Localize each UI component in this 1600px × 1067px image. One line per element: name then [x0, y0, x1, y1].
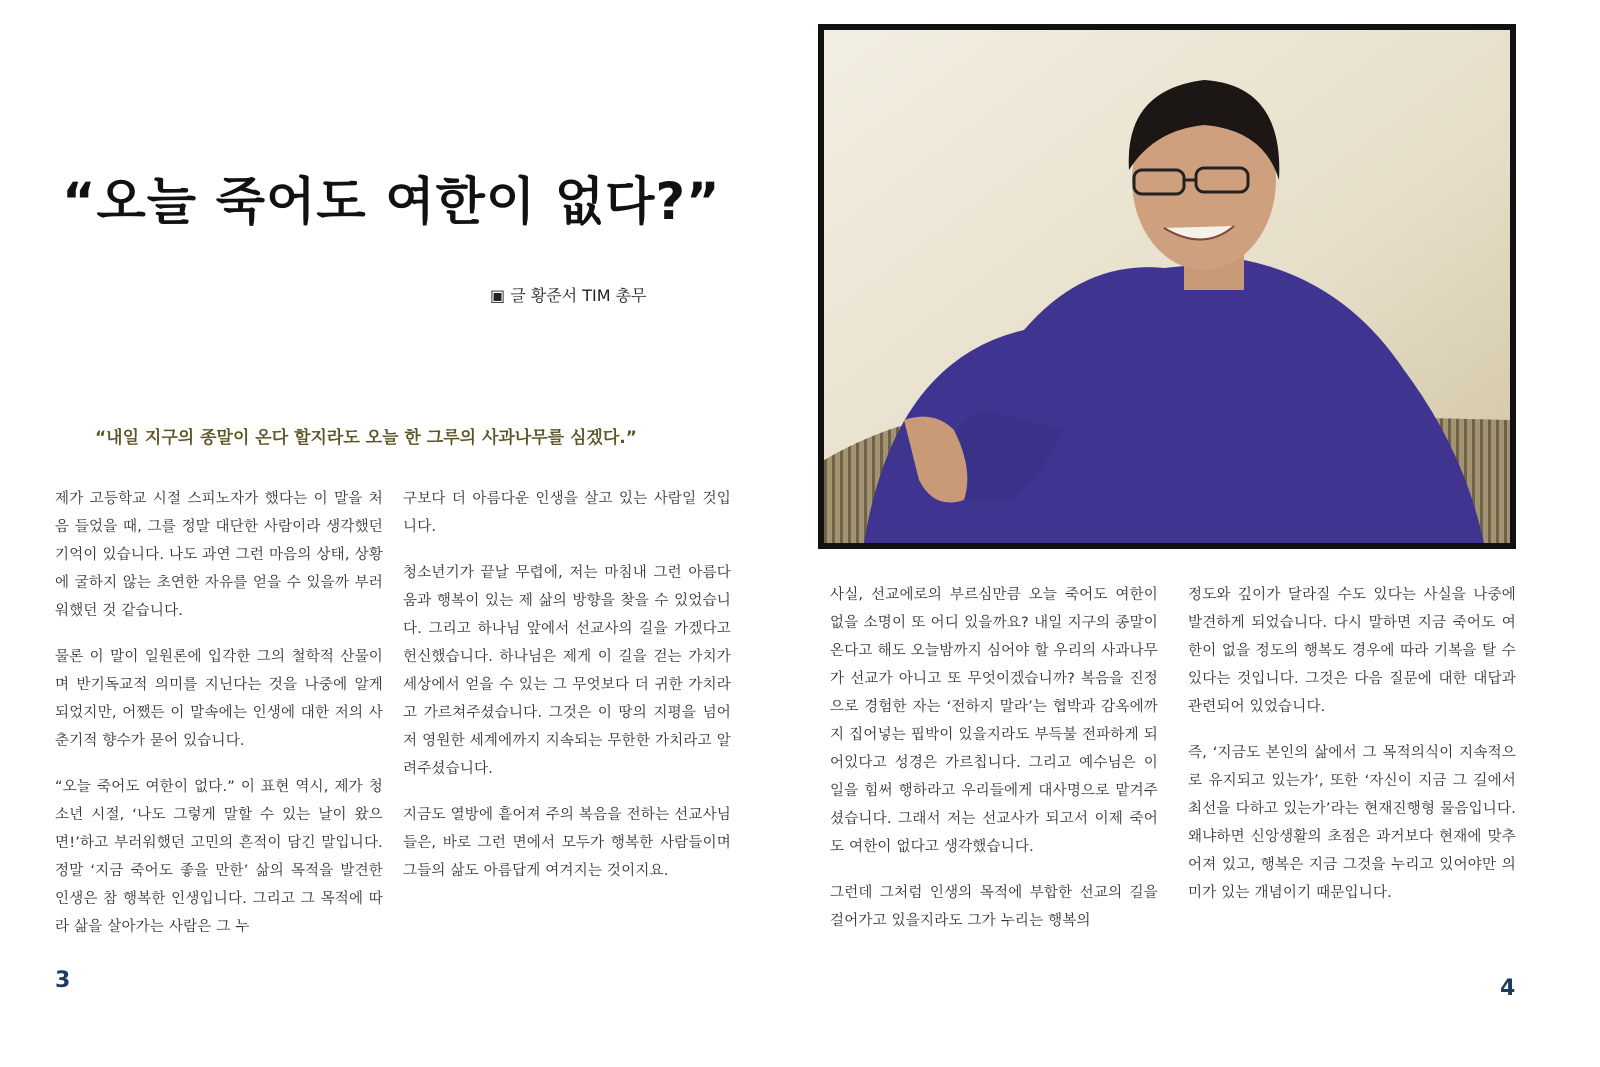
page-number-left: 3 [55, 968, 71, 993]
right-column-2 [1188, 581, 1516, 907]
left-column-1 [55, 485, 383, 941]
paragraph: 지금도 열방에 흩어져 주의 복음을 전하는 선교사님들은, 바로 그런 면에서 모두가 행복한 사람들이며 그들의 삶도 아름답게 여겨지는 것이지요. [403, 807, 731, 879]
paragraph: “오늘 죽어도 여한이 없다.” 이 표현 역시, 제가 청소년 시절, ‘나도 그렇게 말할 수 있는 날이 왔으면!’하고 부러워했던 고민의 흔적이 담긴 말입니다. 정말 ‘지금 죽어도 좋을 만한’ 삶의 목적을 발견한 인생은 참 행복한 인생입니다. 그리고 그 목적에 따라 삶을 살아가는 사람은 그 누 [55, 779, 383, 935]
paragraph: 구보다 더 아름다운 인생을 살고 있는 사람일 것입니다. [403, 491, 731, 535]
byline: ▣ 글 황준서 TIM 총무 [490, 286, 647, 305]
pull-quote: “내일 지구의 종말이 온다 할지라도 오늘 한 그루의 사과나무를 심겠다.” [95, 428, 637, 448]
paragraph: 즉, ‘지금도 본인의 삶에서 그 목적의식이 지속적으로 유지되고 있는가’, 또한 ‘자신이 지금 그 길에서 최선을 다하고 있는가’라는 현재진행형 물음입니다. 왜냐하면 신앙생활의 초점은 과거보다 현재에 맞추어져 있고, 행복은 지금 그것을 누리고 있어야만 의미가 있는 개념이기 때문입니다. [1188, 745, 1516, 901]
portrait-photo [818, 24, 1516, 549]
portrait-image [824, 30, 1510, 543]
article-title: “오늘 죽어도 여한이 없다?” [62, 173, 721, 232]
paragraph: 정도와 깊이가 달라질 수도 있다는 사실을 나중에 발견하게 되었습니다. 다시 말하면 지금 죽어도 여한이 없을 정도의 행복도 경우에 따라 기복을 탈 수 있다는 것입니다. 그것은 다음 질문에 대한 대답과 관련되어 있었습니다. [1188, 587, 1516, 715]
paragraph: 제가 고등학교 시절 스피노자가 했다는 이 말을 처음 들었을 때, 그를 정말 대단한 사람이라 생각했던 기억이 있습니다. 나도 과연 그런 마음의 상태, 상황에 굴하지 않는 초연한 자유를 얻을 수 있을까 부러워했던 것 같습니다. [55, 491, 383, 619]
paragraph: 청소년기가 끝날 무렵에, 저는 마침내 그런 아름다움과 행복이 있는 제 삶의 방향을 찾을 수 있었습니다. 그리고 하나님 앞에서 선교사의 길을 가겠다고 헌신했습니다. 하나님은 제게 이 길을 걷는 가치가 세상에서 얻을 수 있는 그 무엇보다 더 귀한 가치라고 가르쳐주셨습니다. 그것은 이 땅의 지평을 넘어 저 영원한 세계에까지 지속되는 무한한 가치라고 알려주셨습니다. [403, 565, 731, 777]
paragraph: 물론 이 말이 일원론에 입각한 그의 철학적 산물이며 반기독교적 의미를 지닌다는 것을 나중에 알게 되었지만, 어쨌든 이 말속에는 인생에 대한 저의 사춘기적 향수가 묻어 있습니다. [55, 649, 383, 749]
left-column-2 [403, 485, 731, 885]
page-number-right: 4 [1500, 976, 1516, 1001]
paragraph: 사실, 선교에로의 부르심만큼 오늘 죽어도 여한이 없을 소명이 또 어디 있을까요? 내일 지구의 종말이 온다고 해도 오늘밤까지 심어야 할 우리의 사과나무가 선교가 아니고 또 무엇이겠습니까? 복음을 진정으로 경험한 자는 ‘전하지 말라’는 협박과 감옥에까지 집어넣는 핍박이 있을지라도 부득불 전파하게 되어있다고 성경은 가르칩니다. 그리고 예수님은 이 일을 힘써 행하라고 우리들에게 대사명으로 맡겨주셨습니다. 그래서 저는 선교사가 되고서 이제 죽어도 여한이 없다고 생각했습니다. [830, 587, 1158, 855]
right-column-1 [830, 581, 1158, 935]
paragraph: 그런데 그처럼 인생의 목적에 부합한 선교의 길을 걸어가고 있을지라도 그가 누리는 행복의 [830, 885, 1158, 929]
